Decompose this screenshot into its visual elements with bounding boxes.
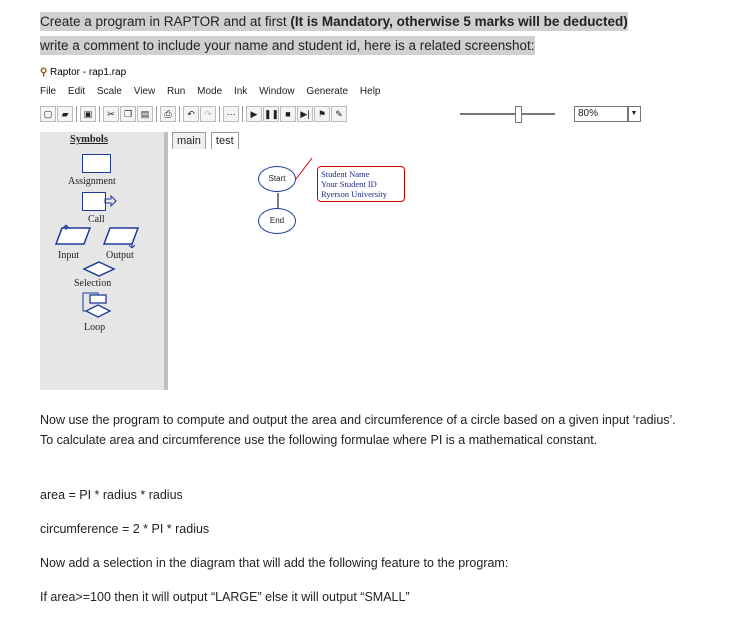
formula-circumference: circumference = 2 * PI * radius [40, 522, 210, 536]
step-icon[interactable]: ⋯ [223, 106, 239, 122]
step-over-icon[interactable]: ▶| [297, 106, 313, 122]
input-icon[interactable] [54, 224, 94, 248]
tab-main[interactable]: main [172, 132, 206, 149]
intro-bold: (It is Mandatory, otherwise 5 marks will be deducted) [290, 14, 628, 29]
toolbar-separator [242, 106, 243, 122]
pause-icon[interactable]: ❚❚ [263, 106, 279, 122]
raptor-window [40, 64, 640, 396]
formula-area: area = PI * radius * radius [40, 488, 183, 502]
cut-icon[interactable]: ✂ [103, 106, 119, 122]
toolbar-separator [219, 106, 220, 122]
menu-mode[interactable]: Mode [197, 86, 223, 97]
menu-file[interactable]: File [40, 86, 57, 97]
toolbar-separator [99, 106, 100, 122]
comment-line: Your Student ID [321, 179, 377, 189]
copy-icon[interactable]: ❐ [120, 106, 136, 122]
comment-line: Student Name [321, 169, 370, 179]
comment-box[interactable] [317, 166, 405, 202]
toolbar-separator [179, 106, 180, 122]
menu-ink[interactable]: Ink [233, 86, 248, 97]
selection-icon[interactable] [82, 260, 116, 278]
menu-window[interactable]: Window [259, 86, 295, 97]
print-icon[interactable]: ⎙ [160, 106, 176, 122]
save-icon[interactable]: ▣ [80, 106, 96, 122]
start-terminal[interactable]: Start [258, 166, 296, 192]
loop-label: Loop [84, 322, 106, 333]
selection-label: Selection [74, 278, 112, 289]
intro-plain: Create a program in RAPTOR and at first [40, 14, 291, 29]
menu-run[interactable]: Run [167, 86, 186, 97]
zoom-select[interactable]: 80% [574, 106, 629, 122]
open-folder-icon[interactable]: ▰ [57, 106, 73, 122]
selection-instruction: Now add a selection in the diagram that will add the following feature to the program: [40, 556, 509, 570]
debug-icon[interactable]: ⚑ [314, 106, 330, 122]
assignment-label: Assignment [68, 176, 116, 187]
undo-icon[interactable]: ↶ [183, 106, 199, 122]
stop-icon[interactable]: ■ [280, 106, 296, 122]
tab-test[interactable]: test [211, 132, 239, 149]
window-title [40, 67, 126, 78]
new-file-icon[interactable]: ▢ [40, 106, 56, 122]
symbols-palette [40, 132, 168, 390]
raptor-icon: ⚲ [40, 67, 48, 78]
loop-icon[interactable] [82, 292, 114, 322]
toolbar-separator [156, 106, 157, 122]
menu-scale[interactable]: Scale [96, 86, 122, 97]
toolbar [40, 106, 640, 126]
toolbar-separator [76, 106, 77, 122]
input-label: Input [58, 250, 80, 261]
call-label: Call [88, 214, 105, 225]
intro-line-1 [40, 12, 628, 31]
call-icon[interactable] [82, 192, 106, 211]
chevron-down-icon[interactable]: ▼ [627, 106, 641, 122]
flowchart-canvas [172, 152, 632, 390]
speed-slider-track[interactable] [460, 113, 555, 115]
output-icon[interactable] [102, 224, 142, 248]
redo-icon[interactable]: ↷ [200, 106, 216, 122]
menu-bar [40, 86, 389, 97]
tab-bar [172, 132, 241, 149]
menu-view[interactable]: View [133, 86, 156, 97]
intro-line-2: write a comment to include your name and student id, here is a related screenshot: [40, 38, 535, 53]
call-arrow-icon [104, 194, 118, 208]
speed-slider-thumb[interactable] [515, 106, 522, 123]
selection-rule: If area>=100 then it will output “LARGE” else it will output “SMALL” [40, 590, 410, 604]
instruction-paragraph: Now use the program to compute and output the area and circumference of a circle based on a given input ‘radius’. To calculate area and circumference use the following formulae where PI is a mathematical constant. [40, 413, 676, 447]
pen-icon[interactable]: ✎ [331, 106, 347, 122]
menu-help[interactable]: Help [359, 86, 381, 97]
run-icon[interactable]: ▶ [246, 106, 262, 122]
end-terminal[interactable]: End [258, 208, 296, 234]
palette-title: Symbols [70, 134, 108, 145]
menu-edit[interactable]: Edit [67, 86, 86, 97]
intro-text [40, 10, 645, 58]
assignment-icon[interactable] [82, 154, 111, 173]
window-title-text: Raptor - rap1.rap [50, 67, 127, 78]
comment-line: Ryerson University [321, 189, 387, 199]
output-label: Output [106, 250, 134, 261]
menu-generate[interactable]: Generate [306, 86, 349, 97]
paste-icon[interactable]: ▤ [137, 106, 153, 122]
